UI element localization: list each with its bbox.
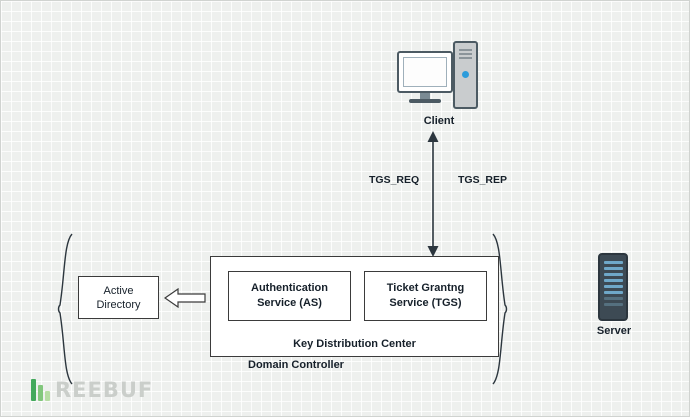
tgs-label (387, 281, 464, 311)
client-label: Client (423, 115, 455, 127)
ad-label-line1: Active (103, 284, 134, 297)
kdc-label: Key Distribution Center (293, 338, 416, 350)
client-kdc-double-arrow (421, 131, 445, 257)
as-label-line2: Service (AS) (257, 297, 322, 309)
tgs-label-line1: Ticket Grantng (386, 282, 465, 294)
watermark-text: REEBUF (55, 378, 154, 402)
node-active-directory (78, 276, 159, 319)
flow-label-tgs-rep: TGS_REP (458, 174, 508, 186)
server-bar (604, 303, 623, 306)
node-client (397, 41, 487, 131)
node-ticket-granting-service (364, 271, 487, 321)
watermark-bar (31, 379, 36, 401)
kdc-to-ad-block-arrow (164, 288, 206, 308)
server-bar (604, 273, 623, 276)
server-bar (604, 285, 623, 288)
server-bar (604, 261, 623, 264)
tower-slot (459, 57, 472, 59)
watermark-bar (38, 385, 43, 401)
server-bar (604, 291, 623, 294)
server-label: Server (596, 325, 632, 337)
domain-controller-brace-left (56, 233, 74, 385)
computer-tower-icon (453, 41, 478, 109)
tgs-label-line2: Service (TGS) (389, 297, 462, 309)
tower-slot (459, 49, 472, 51)
tower-slot (459, 53, 472, 55)
power-indicator-icon (462, 71, 469, 78)
ad-label-line2: Directory (96, 298, 141, 311)
watermark-bar (45, 391, 50, 401)
monitor-screen (403, 57, 447, 87)
kdc-container (210, 256, 499, 357)
server-bar (604, 279, 623, 282)
as-label (251, 281, 328, 311)
watermark-logo-icon (31, 379, 52, 401)
node-server (586, 253, 646, 345)
domain-controller-label: Domain Controller (248, 359, 344, 371)
monitor-base (409, 99, 441, 103)
as-label-line1: Authentication (251, 282, 328, 294)
watermark (31, 378, 153, 402)
node-authentication-service (228, 271, 351, 321)
flow-label-tgs-req: TGS_REQ (369, 174, 420, 186)
active-directory-label (96, 284, 140, 312)
server-bar (604, 297, 623, 300)
monitor-icon (397, 51, 453, 93)
server-rack-icon (598, 253, 628, 321)
server-bar (604, 267, 623, 270)
